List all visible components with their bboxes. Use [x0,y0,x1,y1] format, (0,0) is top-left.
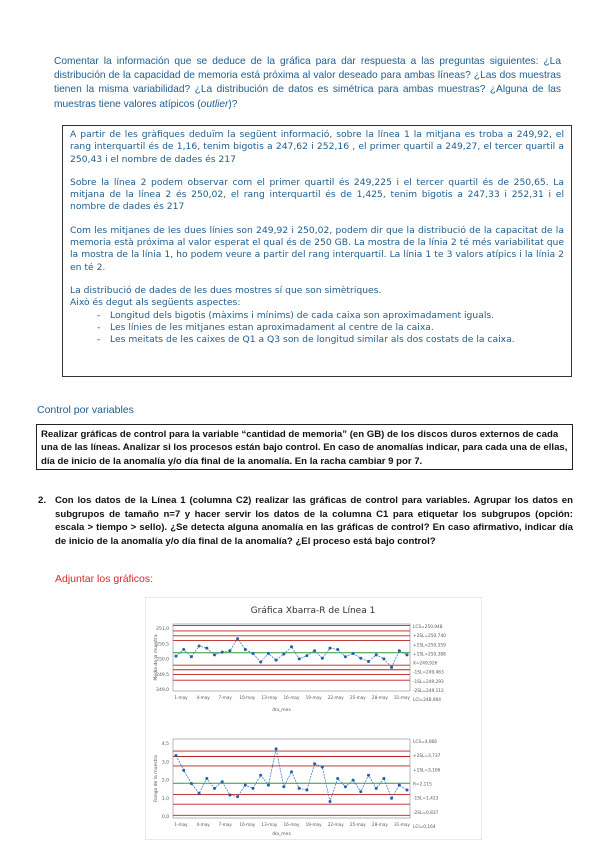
x-tick-label: 1-may [174,695,188,700]
question-text-end: )? [228,98,238,110]
limit-label: LCI=0,164 [413,825,436,830]
answer-paragraph-1: A partir de les gràfiques deduïm la següent informació, sobre la línea 1 la mitjana es troba a 249,92, el rang interquartil és de 1,16, tenim bigotis a 247,62 i 252,16 , el primer quartil a 249,27, el tercer quartil a 250,43 i el nombre de dades és 217 [70,129,564,165]
question-text: Comentar la información que se deduce de la gráfica para dar respuesta a las preguntas siguientes: ¿La distribución de la capacidad de memoria está próxima al valor deseado para ambas líneas? ¿Las dos muestras tienen la misma variabilidad? ¿La distribución de datos es simétrica para ambas muestras? ¿Alguna de las muestras tiene valores atípicos ( [54,56,561,110]
x-tick-label: 10-may [239,695,256,700]
data-point [298,657,301,660]
answer-box [62,125,572,377]
limit-label: +1SL=3,166 [413,768,441,774]
chart-svg [145,597,482,840]
y-tick-label: 4,5 [161,742,169,747]
data-point [359,657,362,660]
data-point [375,653,378,656]
xbar-r-chart [145,597,482,840]
data-point [252,787,255,790]
x-tick-label: 13-may [261,822,278,827]
chart-title: Gráfica Xbarra-R de Línea 1 [250,606,376,616]
x-tick-label: 28-may [371,695,388,700]
data-point [275,659,278,662]
data-point [259,661,262,664]
limit-label: LCS=4,066 [413,740,438,745]
data-point [382,777,385,780]
limit-label: R=2,115 [413,782,432,788]
x-tick-label: 4-may [196,822,210,827]
data-point [205,777,208,780]
x-tick-label: 31-may [394,822,410,827]
question-2-text: Con los datos de la Línea 1 (columna C2) realizar las gráficas de control para variables. Agrupar los datos en subgrupos de tamaño n=7 y hacer servir los datos de la columna C1 para etiquetar los subgrupos (opción: escala > tiempo > sello). ¿Se detecta alguna anomalía en las gráficas de control? En caso afirmativo, indicar día de inicio de la anomalía y/o día final de la anomalía? ¿El proceso está bajo control? [55,495,573,547]
data-point [352,779,355,782]
x-axis-label: día_mes [272,832,291,837]
data-point [282,785,285,788]
data-point [190,655,193,658]
answer-paragraph-3: Com les mitjanes de les dues línies son 249,92 i 250,02, podem dir que la distribució de la capacitat de la memoria està próxima al valor esperat el qual és de 250 GB. La mostra de la línia 2 té més variabilitat que la mostra de la línia 1, ho podem veure a partir del rang interquartil. La línia 1 te 3 valors atípics i la línia 2 en té 2. [70,224,564,273]
data-point [236,637,239,640]
data-point [329,800,332,803]
data-point [329,647,332,650]
data-point [298,787,301,790]
data-point [336,648,339,651]
data-point [336,777,339,780]
x-tick-label: 31-may [394,695,410,700]
answer-paragraph-2: Sobre la línea 2 podem observar com el primer quartil és 249,225 i el tercer quartil és de 250,65. La mitjana de la línea 2 és 250,02, el rang interquartil és de 1,425, tenim bigotis a 247,33 i 252,31 i el nombre de dades és 217 [70,176,564,213]
data-point [198,792,201,795]
data-point [244,784,247,787]
limit-label: -2SL=249,112 [413,688,444,694]
limit-label: -1SL=249,463 [413,670,444,676]
question-2 [38,494,573,548]
limit-label: LCS=250,948 [413,625,443,630]
data-point [375,787,378,790]
answer-paragraph-4a: La distribució de dades de les dues mostres sí que son simètriques. [70,284,382,296]
data-point [267,652,270,655]
data-point [282,653,285,656]
section-title: Control por variables [37,404,134,416]
x-tick-label: 13-may [261,695,278,700]
data-point [406,789,409,792]
x-tick-label: 22-may [327,695,344,700]
limit-label: +2SL=250,740 [413,634,446,640]
data-point [398,784,401,787]
limit-label: +1SL=250,559 [413,643,446,649]
data-point [367,774,370,777]
data-point [182,769,185,772]
list-item: - Longitud dels bigotis (màxims i mínims) de cada caixa son aproximadament iguals. [97,310,564,322]
y-axis-label: Media de la muestra [154,634,159,681]
data-point [398,649,401,652]
data-point [344,785,347,788]
data-point [267,784,270,787]
data-point [305,654,308,657]
data-point [344,655,347,658]
limit-label: LCI=248,904 [413,698,442,703]
data-point [390,666,393,669]
data-point [244,648,247,651]
limit-label: +2SL=3,737 [413,754,441,760]
data-point [228,649,231,652]
x-tick-label: 25-may [349,822,366,827]
data-point [313,649,316,652]
data-point [275,747,278,750]
data-point [213,787,216,790]
outlier-term: outlier [200,98,229,110]
x-tick-label: 28-may [371,822,388,827]
data-point [236,795,239,798]
data-point [305,789,308,792]
x-tick-label: 10-may [239,822,256,827]
data-point [321,765,324,768]
x-tick-label: 4-may [196,695,210,700]
data-point [190,782,193,785]
data-point [228,793,231,796]
x-tick-label: 19-may [305,822,322,827]
data-point [352,652,355,655]
y-tick-label: 0,0 [161,815,169,820]
x-tick-label: 22-may [327,822,344,827]
limit-label: -2SL=0,837 [413,810,439,816]
data-point [406,653,409,656]
data-point [367,660,370,663]
data-point [390,797,393,800]
x-tick-label: 19-may [305,695,322,700]
data-point [359,790,362,793]
y-tick-label: 251,0 [156,627,169,632]
answer-bullet-list [70,310,564,347]
data-point [313,762,316,765]
y-tick-label: 250,5 [156,642,169,648]
x-tick-label: 1-may [174,822,188,827]
x-tick-label: 25-may [349,695,366,700]
limit-label: X=249,926 [413,661,438,667]
y-tick-label: 1,0 [161,796,169,802]
data-point [175,754,178,757]
x-tick-label: 16-may [283,695,300,700]
data-point [290,770,293,773]
data-point [213,653,216,656]
limit-label: -1SL=249,293 [413,679,444,685]
data-point [182,648,185,651]
data-point [198,644,201,647]
y-tick-label: 249,5 [156,672,169,678]
answer-paragraph-4b: Això és degut als següents aspectes: [70,297,241,309]
limit-label: -1SL=1,423 [413,796,439,802]
data-point [290,645,293,648]
data-point [175,655,178,658]
data-point [382,657,385,660]
y-tick-label: 250,0 [156,657,169,663]
attach-label: Adjuntar los gráficos: [55,573,154,585]
y-tick-label: 249,0 [156,688,169,693]
x-axis-label: día_mes [272,708,291,713]
data-point [221,780,224,783]
y-tick-label: 2,0 [161,778,169,784]
x-tick-label: 16-may [283,822,300,827]
y-axis-label: Rango de la muestra [154,755,159,802]
task-box: Realizar gráficas de control para la variable “cantidad de memoria” (en GB) de los discos duros externos de cada una de las líneas. Analizar si los procesos están bajo control. En caso de anomalías indicar, para cada una de ellas, día de inicio de la anomalía y/o día final de la anomalía. En la racha cambiar 9 por 7. [36,424,573,470]
data-point [252,652,255,655]
list-item: - Les meitats de les caixes de Q1 a Q3 son de longitud similar als dos costats de la caixa. [97,334,564,346]
limit-label: +1SL=250,388 [413,652,446,658]
data-point [321,657,324,660]
question-2-number: 2. [38,495,47,506]
data-point [259,774,262,777]
x-tick-label: 7-may [218,822,232,827]
x-tick-label: 7-may [218,695,232,700]
question-paragraph [54,55,561,112]
data-point [221,651,224,654]
data-point [205,647,208,650]
y-tick-label: 3,0 [161,760,169,766]
list-item: - Les línies de les mitjanes estan aproximadament al centre de la caixa. [97,322,564,334]
